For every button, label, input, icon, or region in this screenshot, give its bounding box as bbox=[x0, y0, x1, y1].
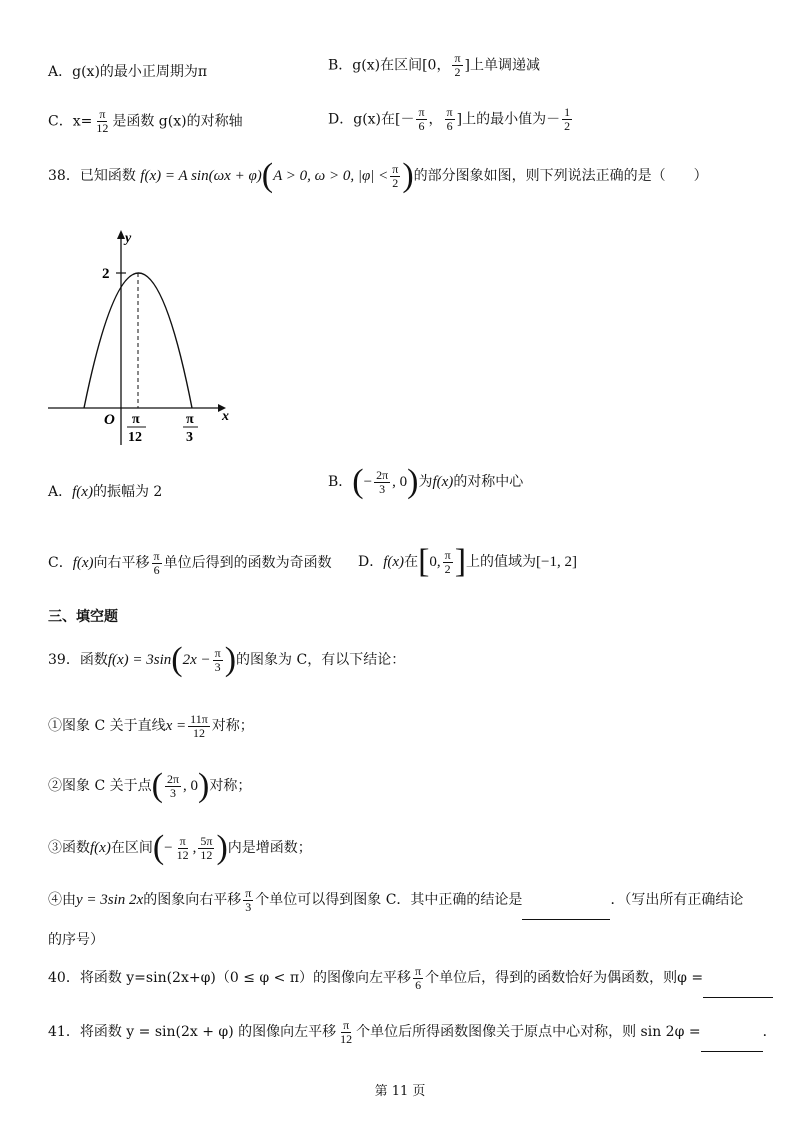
q39-statement-3: ③函数f(x)在区间(− $\frac{\pi}{12}$ , $\frac{5\pi}{12}$ )内是增函数； bbox=[48, 829, 312, 866]
q40-stem: 40．将函数 y=sin(2x+φ)（0 ≤ φ < π）的图像向左平移 $\frac{\pi}{6}$ 个单位后，得到的函数恰好为偶函数，则φ = bbox=[48, 958, 773, 998]
y-axis-label: y bbox=[125, 231, 132, 246]
tick-pi-12-num: π bbox=[132, 412, 140, 427]
q38-option-a: A．f(x)的振幅为 2 bbox=[48, 484, 163, 500]
q38-stem: 38．已知函数 f(x) = A sin(ωx + φ)(A > 0, ω > 0, |φ| < $\frac{\pi}{2}$ )的部分图象如图，则下列说法正确的是（ ） bbox=[48, 157, 708, 194]
q38-option-d: D．f(x)在[0, $\frac{\pi}{2}$ ]上的值域为[−1, 2] bbox=[358, 543, 577, 580]
q38-option-b: B．(− $\frac{2\pi}{3}$ , 0)为f(x)的对称中心 bbox=[328, 463, 524, 500]
q41-stem: 41．将函数 y = sin(2x + φ) 的图像向左平移 $\frac{\pi}{12}$ 个单位后所得函数图像关于原点中心对称，则 sin 2φ = ． bbox=[48, 1012, 777, 1052]
page-number: 第 11 页 bbox=[374, 1084, 426, 1099]
tick-pi-3-den: 3 bbox=[186, 430, 193, 445]
x-axis-label: x bbox=[222, 409, 229, 424]
q39-statement-4: ④由y = 3sin 2x的图象向右平移 $\frac{\pi}{3}$ 个单位可以得到图象 C．其中正确的结论是 ．（写出所有正确结论 bbox=[48, 880, 743, 920]
q37-option-d: D．g(x)在[－ $\frac{\pi}{6}$ ， $\frac{\pi}{6}$ ]上的最小值为－ $\frac{1}{2}$ bbox=[328, 105, 571, 133]
q37-option-b: B．g(x)在区间[0， $\frac{\pi}{2}$ ]上单调递减 bbox=[328, 51, 540, 79]
q37-option-c: C．x= $\frac{\pi}{12}$ 是函数 g(x)的对称轴 bbox=[48, 107, 243, 135]
y-max-label: 2 bbox=[102, 266, 110, 282]
q39-stem: 39．函数f(x) = 3sin(2x − $\frac{\pi}{3}$ )的图象为 C，有以下结论： bbox=[48, 641, 406, 678]
q37-option-a: A．g(x)的最小正周期为π bbox=[48, 64, 208, 80]
q38-option-c: C．f(x)向右平移 $\frac{\pi}{6}$ 单位后得到的函数为奇函数 bbox=[48, 548, 332, 577]
q38-function-graph bbox=[44, 220, 244, 450]
fraction: $\frac{\pi}{2}$ bbox=[454, 51, 461, 79]
origin-label: O bbox=[104, 412, 115, 428]
tick-pi-12-den: 12 bbox=[128, 430, 142, 445]
y-axis-arrow bbox=[117, 230, 125, 239]
tick-pi-3-num: π bbox=[186, 412, 194, 427]
section-title: 三、填空题 bbox=[48, 609, 118, 625]
answer-blank[interactable] bbox=[703, 981, 773, 998]
answer-blank[interactable] bbox=[522, 903, 610, 920]
q39-statement-4-cont: 的序号） bbox=[48, 932, 104, 948]
q39-statement-2: ②图象 C 关于点( $\frac{2\pi}{3}$ , 0)对称； bbox=[48, 767, 252, 804]
fraction: $\frac{\pi}{12}$ bbox=[96, 107, 109, 135]
q39-statement-1: ①图象 C 关于直线x = $\frac{11\pi}{12}$ 对称； bbox=[48, 711, 254, 740]
answer-blank[interactable] bbox=[701, 1035, 763, 1052]
